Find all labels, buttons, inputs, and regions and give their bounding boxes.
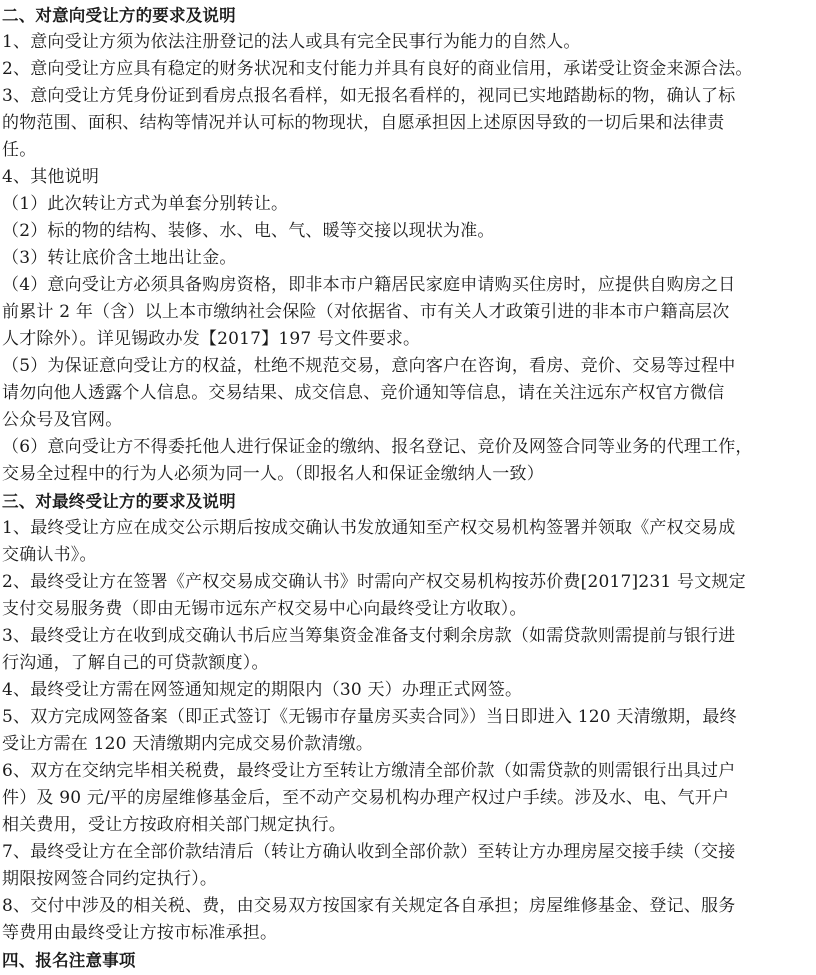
text-line: （2）标的物的结构、装修、水、电、气、暖等交接以现状为准。 [2,221,495,241]
text-line: 交易全过程中的行为人必须为同一人。（即报名人和保证金缴纳人一致） [2,464,544,484]
text-line: 前累计 2 年（含）以上本市缴纳社会保险（对依据省、市有关人才政策引进的非本市户籍高层次 [2,302,730,322]
text-line: 3、意向受让方凭身份证到看房点报名看样，如无报名看样的，视同已实地踏勘标的物，确认了标 [2,86,736,106]
text-line: （3）转让底价含土地出让金。 [2,248,237,268]
text-line: 1、意向受让方须为依法注册登记的法人或具有完全民事行为能力的自然人。 [2,32,581,52]
text-line: （4）意向受让方必须具备购房资格，即非本市户籍居民家庭申请购买住房时，应提供自购房之日 [2,275,736,295]
text-line: 请勿向他人透露个人信息。交易结果、成交信息、竞价通知等信息，请在关注远东产权官方微信 [2,383,725,403]
text-line: 的物范围、面积、结构等情况并认可标的物现状，自愿承担因上述原因导致的一切后果和法律责 [2,113,725,133]
text-line: 交确认书》。 [2,545,97,565]
text-line: 人才除外）。详见锡政办发【2017】197 号文件要求。 [2,329,421,349]
text-line: 公众号及官网。 [2,410,123,430]
section-heading-3: 三、对最终受让方的要求及说明 [2,492,236,511]
text-line: （6）意向受让方不得委托他人进行保证金的缴纳、报名登记、竞价及网签合同等业务的代理工作， [2,437,753,457]
text-line: 期限按网签合同约定执行）。 [2,869,218,889]
section-heading-4: 四、报名注意事项 [2,951,136,970]
text-line: 任。 [2,140,37,160]
text-line: 8、交付中涉及的相关税、费，由交易双方按国家有关规定各自承担；房屋维修基金、登记、服务 [2,896,736,916]
text-line: 5、双方完成网签备案（即正式签订《无锡市存量房买卖合同》）当日即进入 120 天清缴期，最终 [2,707,737,727]
text-line: 3、最终受让方在收到成交确认书后应当筹集资金准备支付剩余房款（如需贷款则需提前与银行进 [2,626,736,646]
text-line: 4、最终受让方需在网签通知规定的期限内（30 天）办理正式网签。 [2,680,523,700]
text-line: 6、双方在交纳完毕相关税费，最终受让方至转让方缴清全部价款（如需贷款的则需银行出具过户 [2,761,736,781]
text-line: 7、最终受让方在全部价款结清后（转让方确认收到全部价款）至转让方办理房屋交接手续（交接 [2,842,736,862]
text-line: 1、最终受让方应在成交公示期后按成交确认书发放通知至产权交易机构签署并领取《产权交易成 [2,518,736,538]
text-line: 件）及 90 元/平的房屋维修基金后，至不动产交易机构办理产权过户手续。涉及水、电、气开户 [2,788,730,808]
text-line: 受让方需在 120 天清缴期内完成交易价款清缴。 [2,734,374,754]
text-line: 4、其他说明 [2,167,100,187]
section-heading-2: 二、对意向受让方的要求及说明 [2,6,236,25]
text-line: 等费用由最终受让方按市标准承担。 [2,923,278,943]
text-line: 2、意向受让方应具有稳定的财务状况和支付能力并具有良好的商业信用，承诺受让资金来源合法。 [2,59,753,79]
text-line: 支付交易服务费（即由无锡市远东产权交易中心向最终受让方收取）。 [2,599,527,619]
text-line: 相关费用，受让方按政府相关部门规定执行。 [2,815,346,835]
text-line: 2、最终受让方在签署《产权交易成交确认书》时需向产权交易机构按苏价费[2017]231 号文规定 [2,572,746,592]
text-line: （5）为保证意向受让方的权益，杜绝不规范交易，意向客户在咨询，看房、竞价、交易等过程中 [2,356,736,376]
text-line: 行沟通，了解自己的可贷款额度）。 [2,653,269,673]
text-line: （1）此次转让方式为单套分别转让。 [2,194,289,214]
